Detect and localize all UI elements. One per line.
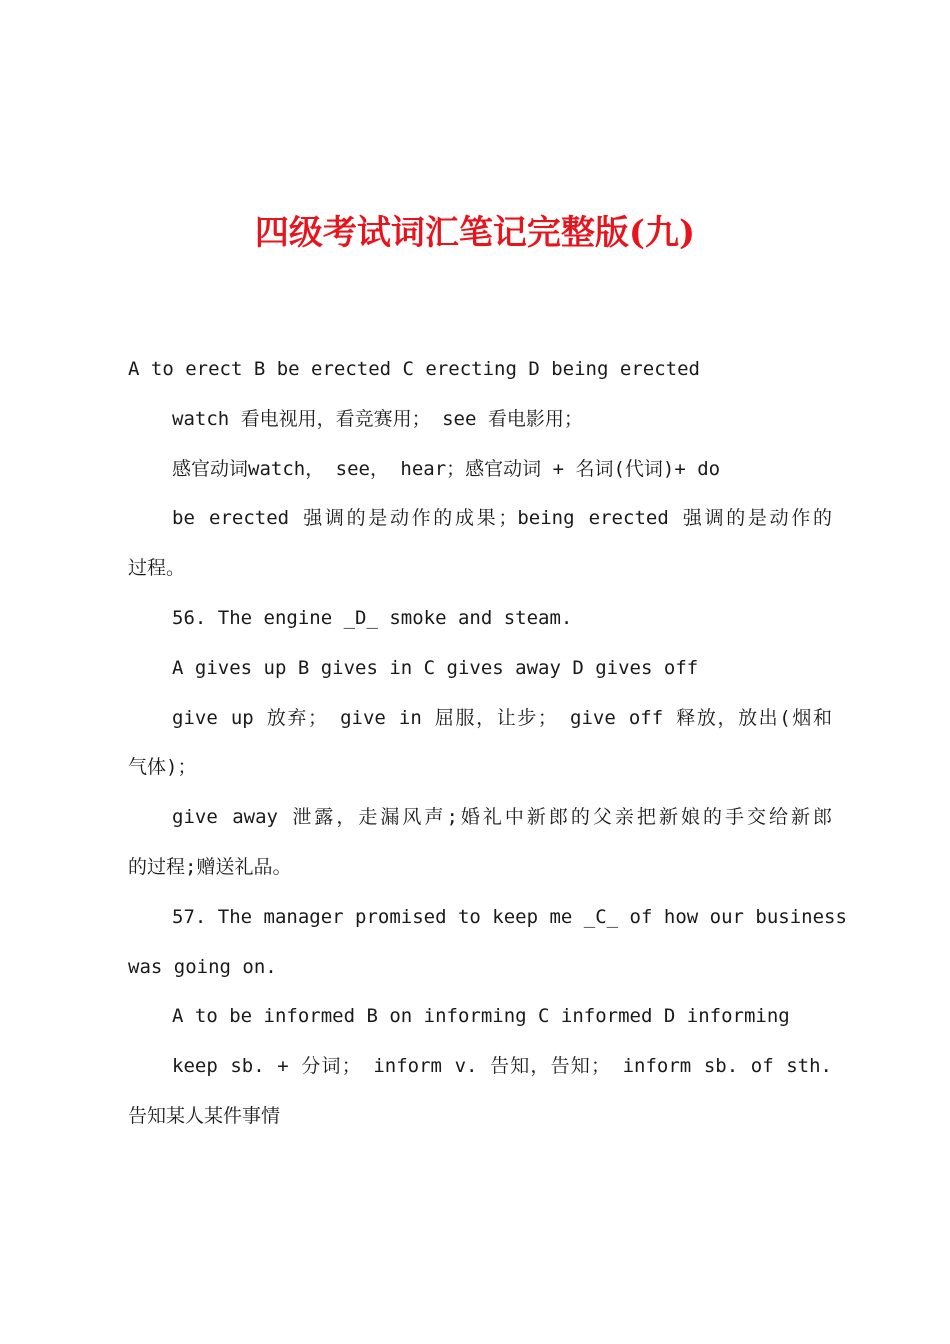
- body-line: give away 泄露，走漏风声;婚礼中新郎的父亲把新娘的手交给新郎: [172, 806, 832, 829]
- body-line: 感官动词watch， see， hear；感官动词 + 名词(代词)+ do: [172, 457, 721, 480]
- body-line: give up 放弃； give in 屈服，让步； give off 释放，放出(烟和: [172, 706, 832, 729]
- body-line: was going on.: [128, 955, 277, 978]
- body-line: 56. The engine _D_ smoke and steam.: [172, 606, 573, 629]
- body-line: A to erect B be erected C erecting D being erected: [128, 358, 700, 380]
- document-title: 四级考试词汇笔记完整版(九): [254, 213, 696, 253]
- document-body: [128, 345, 847, 1142]
- body-line: be erected 强调的是动作的成果；being erected 强调的是动作的: [172, 507, 832, 530]
- body-line: 过程。: [128, 557, 186, 580]
- body-line: 57. The manager promised to keep me _C_ of how our business: [172, 905, 847, 928]
- body-line: keep sb. + 分词； inform v. 告知，告知； inform sb. of sth.: [172, 1055, 832, 1078]
- body-line: watch 看电视用，看竞赛用； see 看电影用；: [172, 407, 583, 430]
- body-line: A gives up B gives in C gives away D gives off: [172, 656, 699, 679]
- body-line: 告知某人某件事情: [128, 1104, 281, 1127]
- body-line: 的过程;赠送礼品。: [128, 855, 292, 878]
- body-line: A to be informed B on informing C informed D informing: [172, 1005, 790, 1028]
- body-line: 气体)；: [128, 756, 197, 779]
